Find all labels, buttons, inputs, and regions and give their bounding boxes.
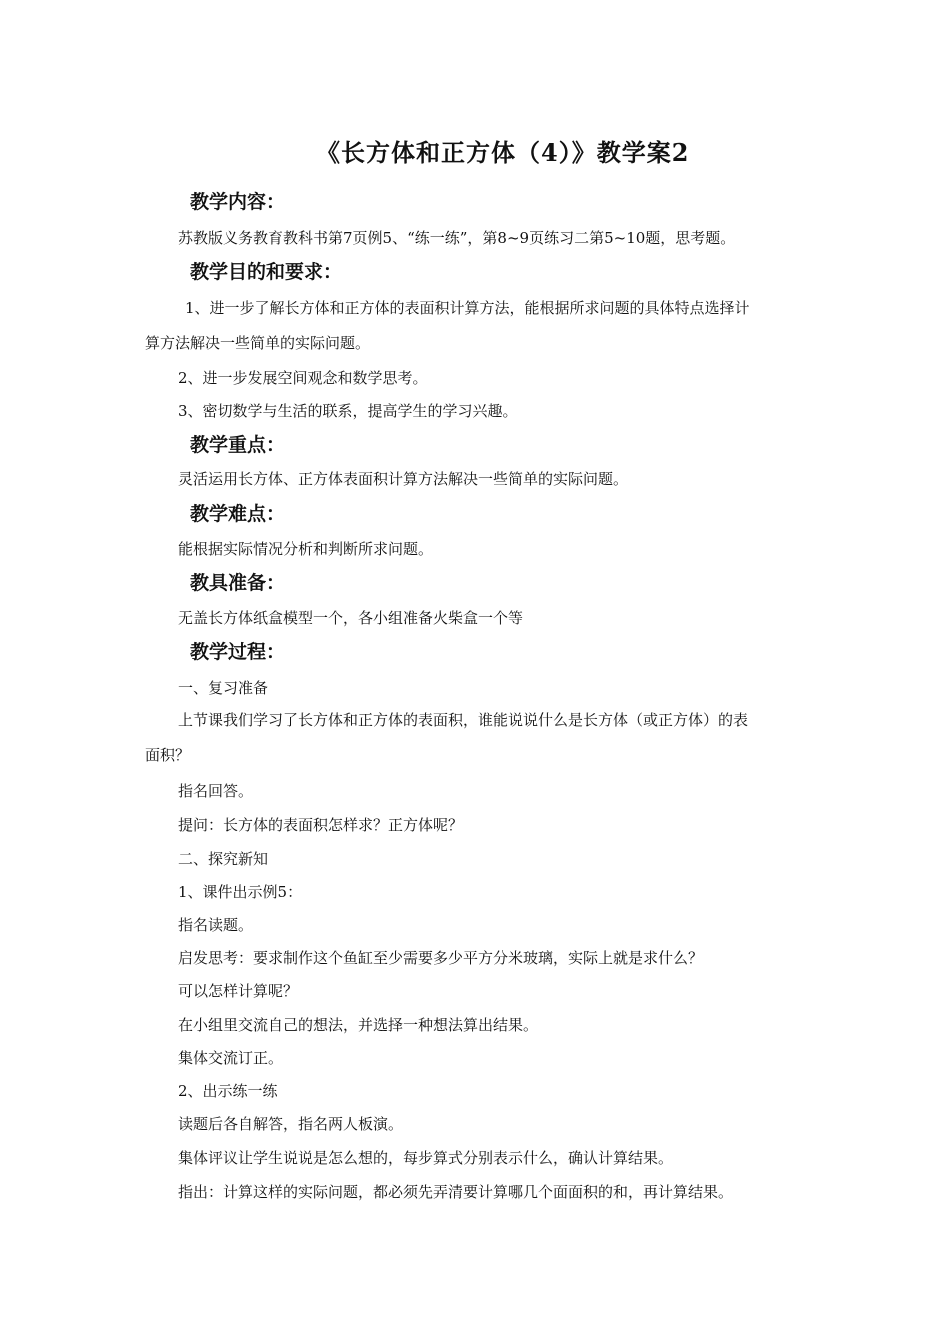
- paragraph-difficulty: 能根据实际情况分析和判断所求问题。: [178, 540, 434, 558]
- paragraph-think: 启发思考：要求制作这个鱼缸至少需要多少平方分米玻璃，实际上就是求什么？: [178, 949, 704, 967]
- paragraph-solve: 读题后各自解答，指名两人板演。: [178, 1115, 404, 1133]
- paragraph-collective-correction: 集体交流订正。: [178, 1049, 284, 1067]
- heading-goals: 教学目的和要求：: [190, 261, 343, 283]
- paragraph-explore: 二、探究新知: [178, 850, 269, 868]
- paragraph-practice: 2、出示练一练: [178, 1082, 278, 1100]
- heading-difficulty: 教学难点：: [190, 503, 286, 525]
- paragraph-goal-1-line-1: 1、进一步了解长方体和正方体的表面积计算方法，能根据所求问题的具体特点选择计: [185, 299, 750, 317]
- paragraph-review-discussion: 集体评议让学生说说是怎么想的，每步算式分别表示什么，确认计算结果。: [178, 1149, 674, 1167]
- paragraph-teaching-content: 苏教版义务教育教科书第7页例5、“练一练”，第8~9页练习二第5~10题，思考题。: [178, 229, 736, 247]
- heading-materials: 教具准备：: [190, 572, 286, 594]
- heading-process: 教学过程：: [190, 641, 286, 663]
- paragraph-question: 提问：长方体的表面积怎样求？正方体呢？: [178, 816, 464, 834]
- paragraph-materials: 无盖长方体纸盒模型一个，各小组准备火柴盒一个等: [178, 609, 524, 627]
- paragraph-review-question-line-1: 上节课我们学习了长方体和正方体的表面积，谁能说说什么是长方体（或正方体）的表: [178, 711, 749, 729]
- paragraph-group-discussion: 在小组里交流自己的想法，并选择一种想法算出结果。: [178, 1016, 539, 1034]
- heading-teaching-content: 教学内容：: [190, 191, 286, 213]
- paragraph-goal-3: 3、密切数学与生活的联系，提高学生的学习兴趣。: [178, 402, 518, 420]
- paragraph-goal-2: 2、进一步发展空间观念和数学思考。: [178, 369, 428, 387]
- paragraph-conclusion: 指出：计算这样的实际问题，都必须先弄清要计算哪几个面面积的和，再计算结果。: [178, 1183, 734, 1201]
- paragraph-answer: 指名回答。: [178, 782, 254, 800]
- paragraph-example-5: 1、课件出示例5：: [178, 883, 303, 901]
- paragraph-key-point: 灵活运用长方体、正方体表面积计算方法解决一些简单的实际问题。: [178, 470, 629, 488]
- paragraph-how-calculate: 可以怎样计算呢？: [178, 982, 299, 1000]
- document-title: 《长方体和正方体（4）》教学案2: [316, 138, 690, 167]
- paragraph-review-question-line-2: 面积？: [145, 746, 191, 764]
- paragraph-goal-1-line-2: 算方法解决一些简单的实际问题。: [145, 334, 371, 352]
- heading-key-point: 教学重点：: [190, 434, 286, 456]
- paragraph-review: 一、复习准备: [178, 679, 269, 697]
- paragraph-read-question: 指名读题。: [178, 916, 254, 934]
